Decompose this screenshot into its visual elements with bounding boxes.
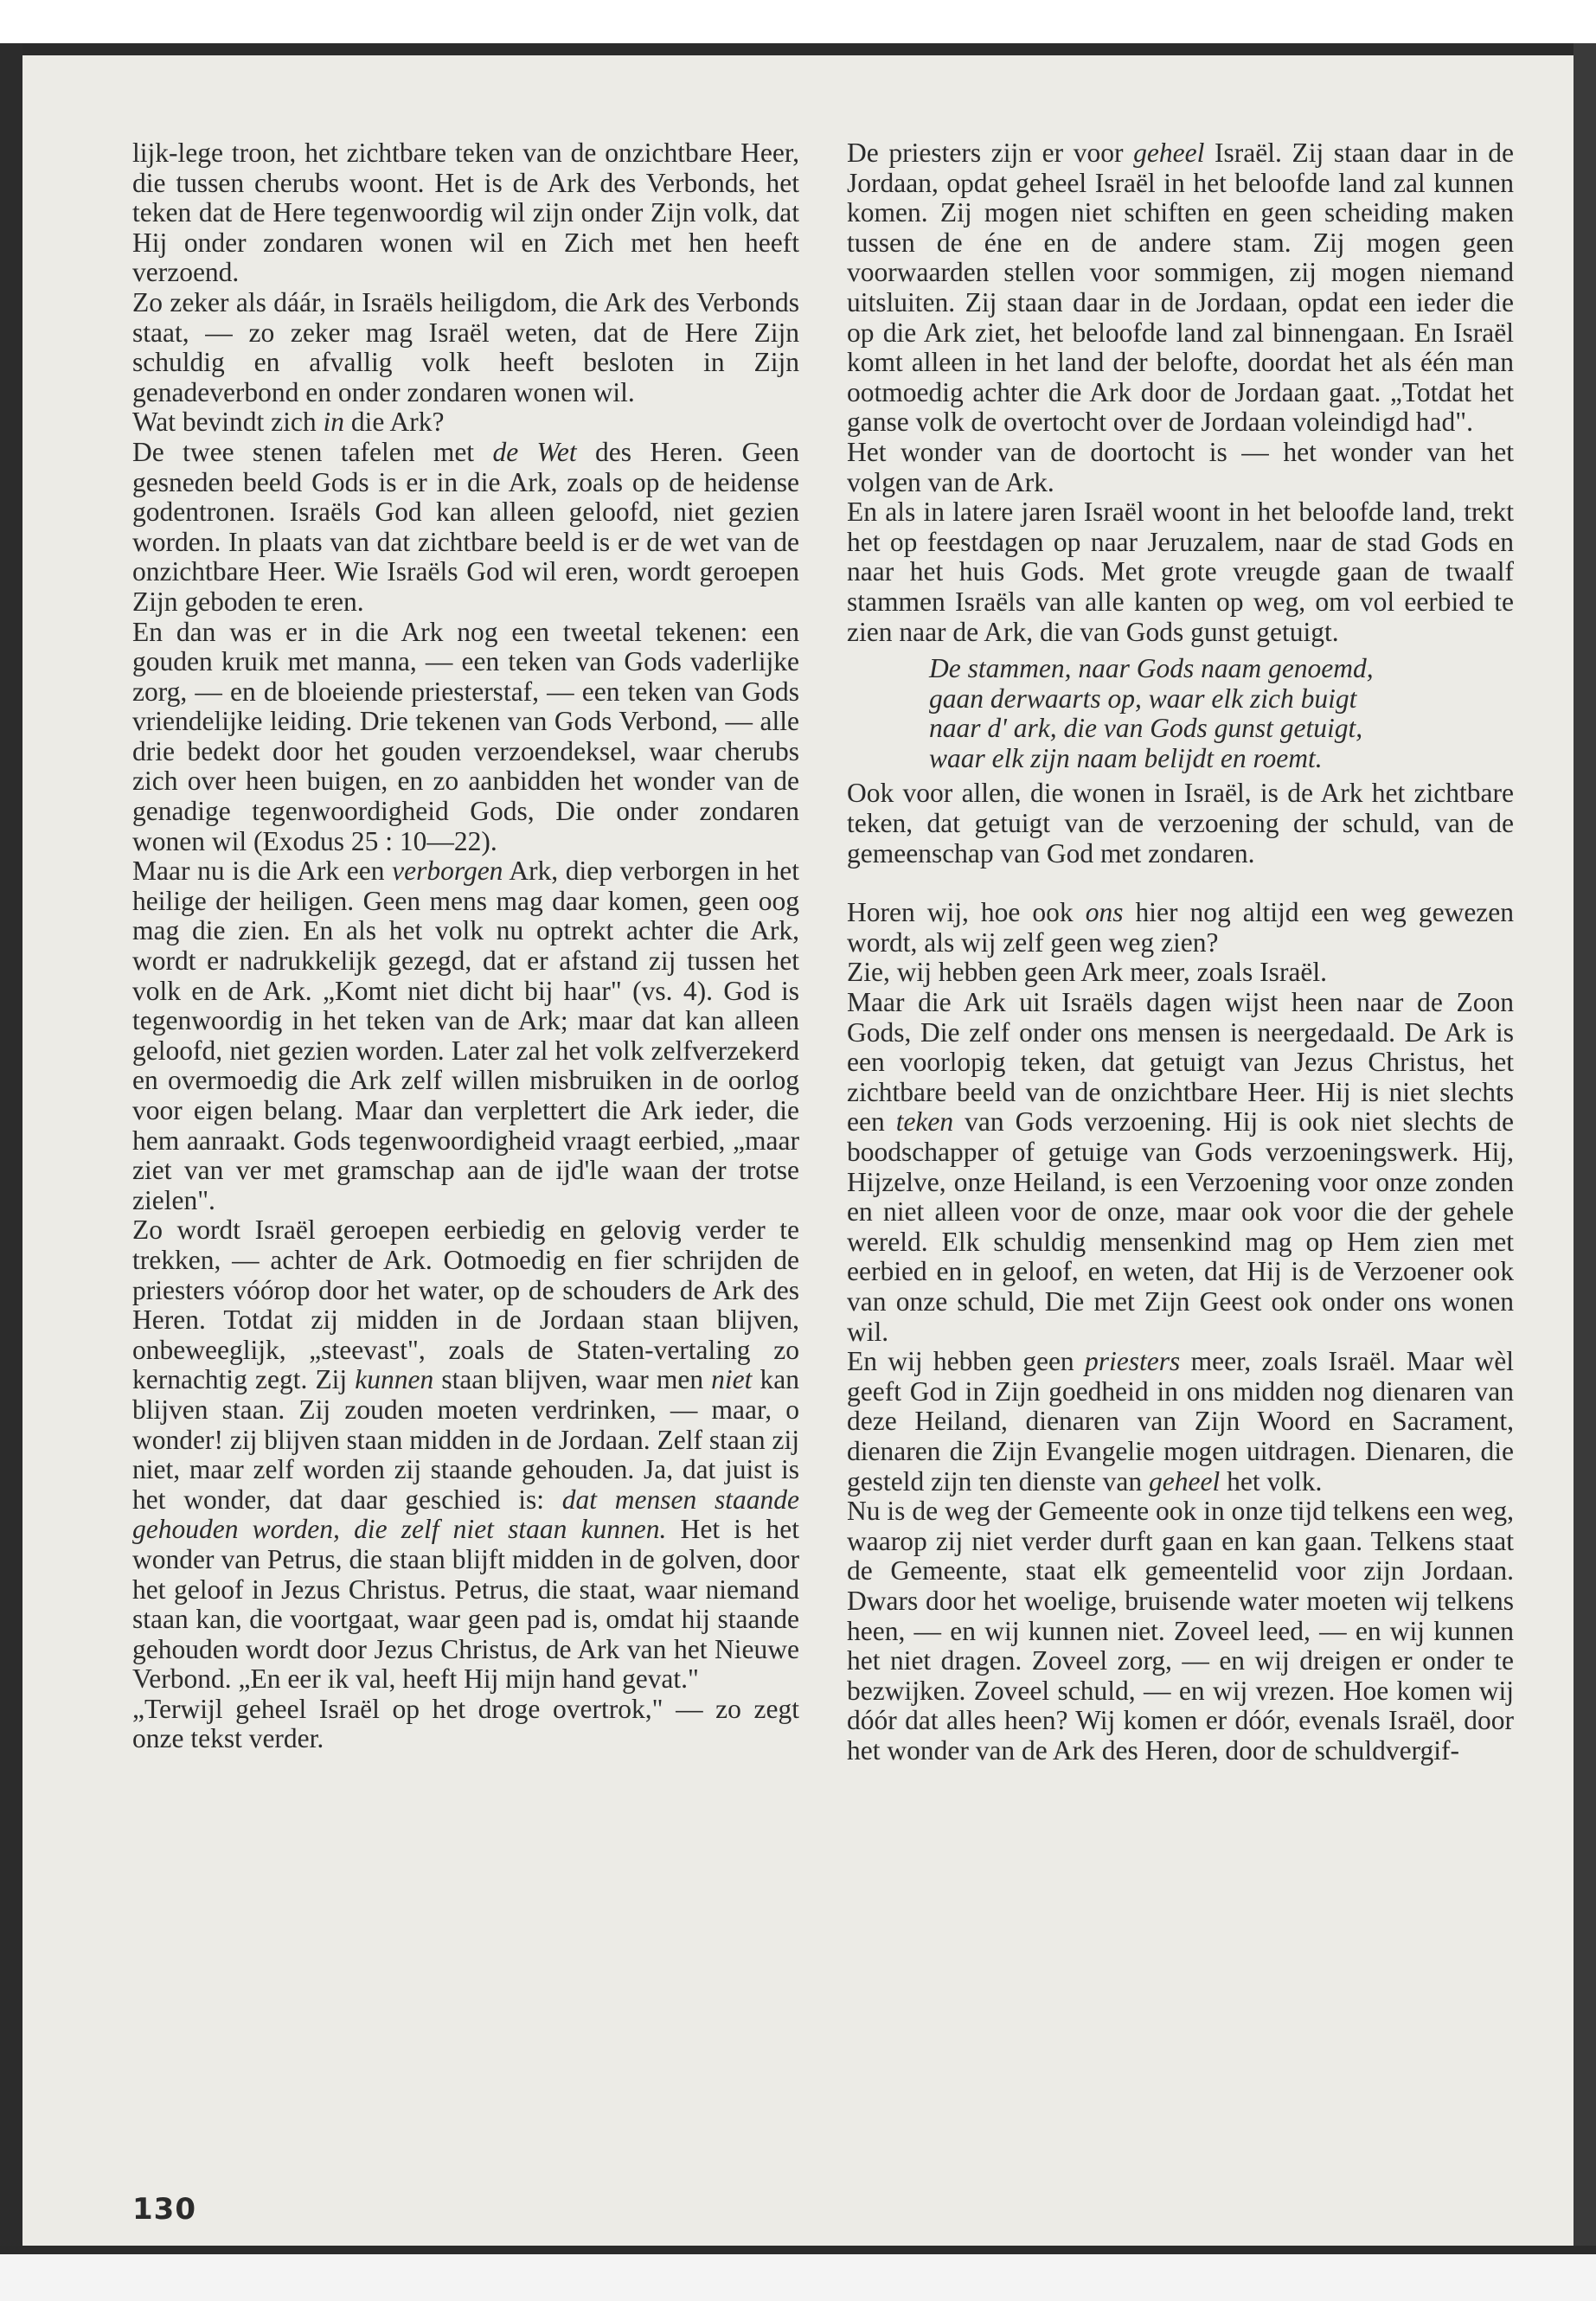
right-section-3 (847, 898, 1514, 1766)
book-page (22, 55, 1574, 2246)
paragraph (847, 497, 1514, 647)
italic-text: ons (1085, 897, 1124, 928)
paragraph (132, 288, 799, 407)
text-run: Zo zeker als dáár, in Israëls heiligdom, die Ark des Verbonds staat, — zo zeker mag Israël weten, dat de Here Zijn schuldig en afvallig volk heeft besloten in Zijn genadeverbond en onder zondaren wonen wil. (132, 286, 799, 407)
italic-text: dat mensen staande gehouden worden, die zelf niet staan kunnen. (132, 1484, 799, 1545)
text-run: En als in latere jaren Israël woont in het beloofde land, trekt het op feestdagen op naar Jeruzalem, naar de stad Gods en naar het huis Gods. Met grote vreugde gaan de twaalf stammen Israëls van alle kanten op weg, om vol eerbied te zien naar de Ark, die van Gods gunst getuigt. (847, 497, 1514, 647)
italic-text: geheel (1149, 1465, 1221, 1497)
right-text-column (847, 138, 1514, 1766)
text-run: De twee stenen tafelen met (132, 436, 493, 467)
right-section-2 (847, 779, 1514, 868)
text-run: Maar nu is die Ark een (132, 856, 393, 887)
paragraph (847, 438, 1514, 497)
text-run: Wat bevindt zich (132, 407, 324, 438)
paragraph (132, 856, 799, 1215)
paragraph (132, 438, 799, 618)
text-run: die Ark? (344, 407, 445, 438)
text-run: van Gods verzoening. Hij is ook niet slechts de boodschapper of getuige van Gods verzoeningswerk. Hij, Hijzelve, onze Heiland, is een Verzoening voor onze zonden en niet alleen voor de onze, maar ook voor die der gehele wereld. Elk schuldig mensenkind mag op Hem zien met eerbied en in geloof, en weten, dat Hij is de Verzoener ook van onze schuld, Die met Zijn Geest ook onder ons wonen wil. (847, 1106, 1514, 1347)
paragraph (132, 407, 799, 438)
text-run: De priesters zijn er voor (847, 138, 1134, 168)
psalm-quote (929, 654, 1514, 773)
paragraph (132, 618, 799, 857)
paragraph (132, 1215, 799, 1695)
scan-edge-right (1574, 43, 1596, 2266)
text-run: Zo wordt Israël geroepen eerbiedig en gelovig verder te trekken, — achter de Ark. Ootmoedig en fier schrijden de priesters vóórop door het water, op de schouders de Ark des Heren. Totdat zij midden in de Jordaan staan blijven, onbeweeglijk, „steevast", zoals de Staten-vertaling zo kernachtig zegt. Zij (132, 1215, 799, 1395)
italic-text: teken (895, 1106, 954, 1138)
scan-margin-bottom (0, 2254, 1596, 2301)
text-run: het volk. (1220, 1465, 1323, 1497)
italic-text: geheel (1133, 138, 1205, 168)
text-run: des Heren. Geen gesneden beeld Gods is er in die Ark, zoals op de heidense godentronen. Israëls God kan alleen geloofd, niet gezien worden. In plaats van dat zichtbare beeld is er de wet van de onzichtbare Heer. Wie Israëls God wil eren, wordt geroepen Zijn geboden te eren. (132, 436, 800, 617)
scan-edge-left (0, 43, 22, 2266)
poem-line: waar elk zijn naam belijdt en roemt. (929, 742, 1323, 773)
text-run: En dan was er in die Ark nog een tweetal tekenen: een gouden kruik met manna, — een teken van Gods vaderlijke zorg, — en de bloeiende priesterstaf, — een teken van Gods vriendelijke leiding. Drie tekenen van Gods Verbond, — alle drie bedekt door het gouden verzoendeksel, waar cherubs zich over heen buigen, en zo aanbidden het wonder van de genadige tegenwoordigheid Gods, Die onder zondaren wonen wil (Exodus 25 : 10—22). (132, 616, 799, 856)
italic-text: priesters (1085, 1346, 1181, 1377)
text-run: En wij hebben geen (847, 1346, 1086, 1377)
text-run: Horen wij, hoe ook (847, 897, 1086, 928)
paragraph (847, 138, 1514, 438)
page-number: 130 (132, 2192, 196, 2227)
italic-text: kunnen (355, 1364, 434, 1395)
paragraph (132, 138, 799, 288)
text-run: kan blijven staan. Zij zouden moeten verdrinken, — maar, o wonder! zij blijven staan midden in de Jordaan. Zelf staan zij niet, maar zelf worden zij staande gehouden. Ja, dat juist is het wonder, dat daar geschied is: (132, 1364, 799, 1515)
paragraph (847, 1497, 1514, 1766)
text-run: Het is het wonder van Petrus, die staan blijft midden in de golven, door het geloof in Jezus Christus. Petrus, die staat, waar niemand staan kan, die voortgaat, waar geen pad is, omdat hij staande gehouden wordt door Jezus Christus, de Ark van het Nieuwe Verbond. „En eer ik val, heeft Hij mijn hand gevat." (132, 1514, 799, 1695)
poem-line: De stammen, naar Gods naam genoemd, (929, 653, 1374, 684)
text-run: Ark, diep verborgen in het heilige der heiligen. Geen mens mag daar komen, geen oog mag die zien. En als het volk nu optrekt achter die Ark, wordt er nadrukkelijk gezegd, dat er afstand zij tussen het volk en de Ark. „Komt niet dicht bij haar" (vs. 4). God is tegenwoordig in het teken van de Ark; maar dat kan alleen geloofd, niet gezien worden. Later zal het volk zelfverzekerd en overmoedig die Ark zelf willen misbruiken in de oorlog voor eigen belang. Maar dan verplettert die Ark ieder, die hem aanraakt. Gods tegenwoordigheid vraagt eerbied, „maar ziet van ver met gramschap aan de ijd'le waan der trotse zielen". (132, 856, 799, 1215)
left-text-column (132, 138, 799, 1754)
paragraph (847, 779, 1514, 868)
text-run: meer, zoals Israël. Maar wèl geeft God in Zijn goedheid in ons midden nog dienaren van deze Heiland, dienaren van Zijn Woord en Sacrament, dienaren die Zijn Evangelie mogen uitdragen. Dienaren, die gesteld zijn ten dienste van (847, 1346, 1515, 1497)
paragraph (847, 958, 1514, 988)
text-run: staan blijven, waar men (433, 1364, 712, 1395)
poem-line: gaan derwaarts op, waar elk zich buigt (929, 683, 1357, 714)
paragraph (847, 1347, 1514, 1497)
poem-line: naar d' ark, die van Gods gunst getuigt, (929, 713, 1363, 744)
text-run: Israël. Zij staan daar in de Jordaan, opdat geheel Israël in het beloofde land zal kunnen komen. Zij mogen niet schiften en geen scheiding maken tussen de éne en de andere stam. Zij mogen geen voorwaarden stellen voor sommigen, zij mogen niemand uitsluiten. Zij staan daar in de Jordaan, opdat een ieder die op die Ark ziet, het beloofde land zal binnengaan. En Israël komt alleen in het land der belofte, doordat het als één man ootmoedig achter die Ark door de Jordaan gaat. „Totdat het ganse volk de overtocht over de Jordaan voleindigd had". (847, 138, 1515, 438)
italic-text: de Wet (492, 436, 577, 467)
scan-edge-top (0, 43, 1596, 55)
right-section-1 (847, 138, 1514, 647)
paragraph (847, 898, 1514, 958)
text-run: Maar die Ark uit Israëls dagen wijst heen naar de Zoon Gods, Die zelf onder ons mensen is neergedaald. De Ark is een voorlopig teken, dat getuigt van Jezus Christus, het zichtbare beeld van de onzichtbare Heer. Hij is niet slechts een (847, 987, 1514, 1138)
italic-text: niet (711, 1364, 753, 1395)
italic-text: in (323, 407, 345, 438)
text-run: „Terwijl geheel Israël op het droge overtrok," — zo zegt onze tekst verder. (132, 1693, 799, 1754)
italic-text: verborgen (392, 856, 503, 887)
paragraph (132, 1695, 799, 1754)
text-run: hier nog altijd een weg gewezen wordt, als wij zelf geen weg zien? (847, 897, 1515, 958)
text-run: Ook voor allen, die wonen in Israël, is de Ark het zichtbare teken, dat getuigt van de verzoening der schuld, van de gemeenschap van God met zondaren. (847, 778, 1514, 868)
text-run: Zie, wij hebben geen Ark meer, zoals Israël. (847, 957, 1328, 988)
paragraph (847, 988, 1514, 1347)
text-run: Nu is de weg der Gemeente ook in onze tijd telkens een weg, waarop zij niet verder durft gaan en kan gaan. Telkens staat de Gemeente, staat elk gemeentelid voor zijn Jordaan. Dwars door het woelige, bruisende water moeten wij telkens heen, — en wij kunnen niet. Zoveel leed, — en wij kunnen het niet dragen. Zoveel zorg, — en wij dreigen er onder te bezwijken. Zoveel schuld, — en wij vrezen. Hoe komen wij dóór dat alles heen? Wij komen er dóór, evenals Israël, door het wonder van de Ark des Heren, door de schuldvergif- (847, 1496, 1514, 1766)
text-run: Het wonder van de doortocht is — het wonder van het volgen van de Ark. (847, 436, 1514, 497)
text-run: lijk-lege troon, het zichtbare teken van de onzichtbare Heer, die tussen cherubs woont. Het is de Ark des Verbonds, het teken dat de Here tegenwoordig wil zijn onder Zijn volk, dat Hij onder zondaren wonen wil en Zich met hen heeft verzoend. (132, 138, 799, 288)
